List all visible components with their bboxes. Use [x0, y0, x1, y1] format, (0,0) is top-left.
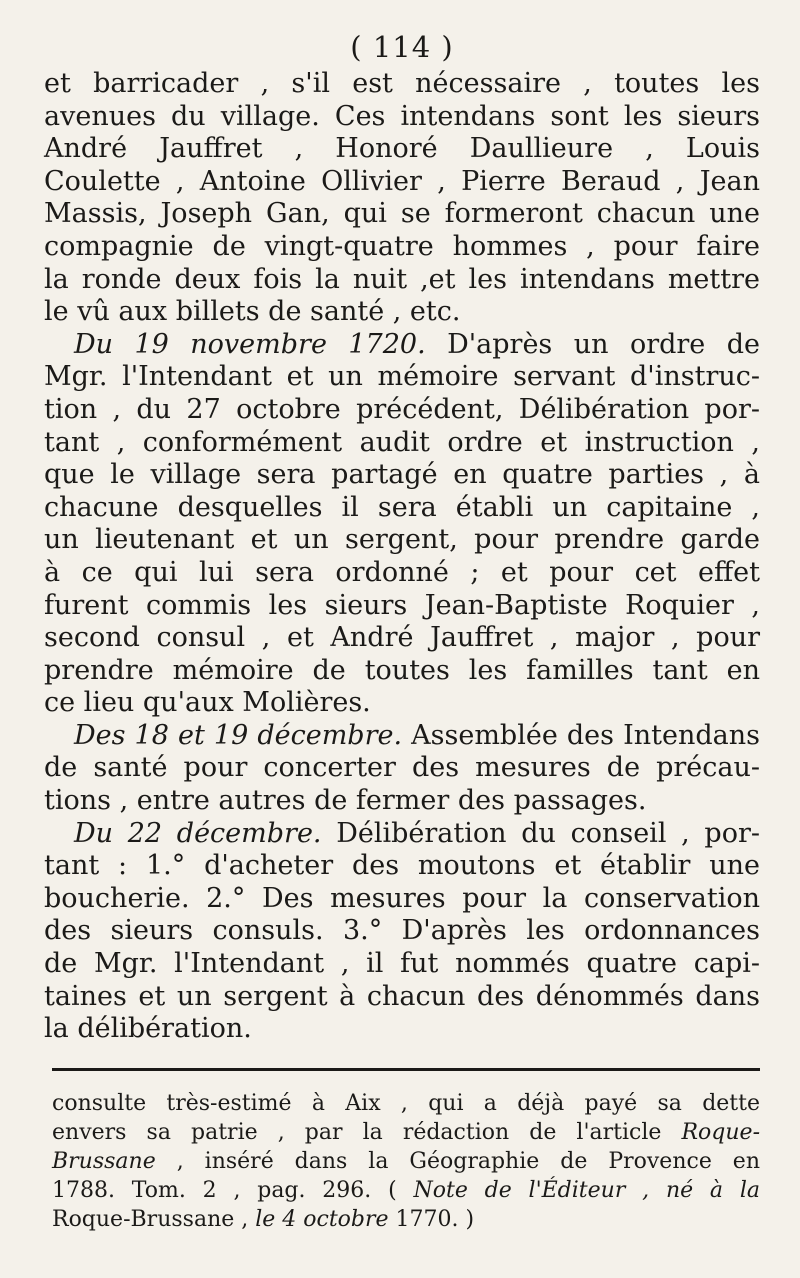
text-line: Massis, Joseph Gan, qui se formeront chacun une — [44, 198, 760, 230]
text-segment: Brussane — [52, 1148, 156, 1174]
paragraph-start — [44, 329, 760, 362]
text-line: un lieutenant et un sergent, pour prendre garde — [44, 524, 760, 556]
text-line: le vû aux billets de santé , etc. — [44, 296, 461, 328]
entry-date: Des 18 et 19 décembre. — [74, 719, 403, 751]
text-line: Mgr. l'Intendant et un mémoire servant d'instruc- — [44, 361, 760, 393]
footnote-line — [44, 1147, 760, 1176]
text-line: et barricader , s'il est nécessaire , toutes les — [44, 68, 760, 99]
text-line: que le village sera partagé en quatre parties , à — [44, 459, 760, 491]
text-line: compagnie de vingt-quatre hommes , pour faire — [44, 230, 760, 262]
text-line: prendre mémoire de toutes les familles tant en — [44, 654, 760, 686]
text-line: la ronde deux fois la nuit ,et les intendans mettre — [44, 263, 760, 295]
footnote-line — [44, 1118, 760, 1147]
footnote-divider — [52, 1068, 760, 1071]
text-segment: Roque-Brussane , — [52, 1206, 256, 1232]
page-number: ( 114 ) — [350, 30, 454, 64]
text-line: Coulette , Antoine Ollivier , Pierre Beraud , Jean — [44, 165, 760, 197]
body-text — [44, 68, 760, 1046]
text-line: avenues du village. Ces intendans sont les sieurs — [44, 100, 760, 132]
text-segment: D'après un ordre de — [425, 328, 760, 360]
text-segment: 1770. ) — [388, 1206, 475, 1232]
text-line: tions , entre autres de fermer des passages. — [44, 785, 647, 817]
text-line: des sieurs consuls. 3.° D'après les ordonnances — [44, 915, 760, 947]
text-segment: , inséré dans la Géographie de Provence en — [155, 1148, 760, 1174]
footnote-line: consulte très-estimé à Aix , qui a déjà payé sa dette — [52, 1090, 760, 1116]
paragraph-start — [44, 818, 760, 851]
text-line: tion , du 27 octobre précédent, Délibération por- — [44, 393, 760, 425]
footnote — [44, 1089, 760, 1234]
text-segment: Roque- — [681, 1119, 760, 1145]
text-line: tant : 1.° d'acheter des moutons et établir une — [44, 850, 760, 882]
text-line: à ce qui lui sera ordonné ; et pour cet effet — [44, 556, 760, 588]
text-line: furent commis les sieurs Jean-Baptiste Roquier , — [44, 589, 760, 621]
text-segment: envers sa patrie , par la rédaction de l'article — [52, 1119, 682, 1145]
footnote-line — [44, 1205, 760, 1234]
text-line: de santé pour concerter des mesures de précau- — [44, 752, 760, 784]
text-line: de Mgr. l'Intendant , il fut nommés quatre capi- — [44, 948, 760, 980]
text-segment: Assemblée des Intendans — [402, 719, 760, 751]
footnote-line — [44, 1176, 760, 1205]
text-line: la délibération. — [44, 1013, 252, 1045]
text-segment: le 4 octobre — [255, 1206, 389, 1232]
entry-date: Du 22 décembre. — [74, 817, 322, 849]
text-line: tant , conformément audit ordre et instruction , — [44, 426, 760, 458]
text-segment: Délibération du conseil , por- — [321, 817, 760, 849]
text-segment: 1788. Tom. 2 , pag. 296. ( — [52, 1177, 414, 1203]
text-line: second consul , et André Jauffret , major , pour — [44, 622, 760, 654]
text-line: taines et un sergent à chacun des dénommés dans — [44, 980, 760, 1012]
entry-date: Du 19 novembre 1720. — [74, 328, 426, 360]
paragraph-start — [44, 720, 760, 753]
text-line: boucherie. 2.° Des mesures pour la conservation — [44, 882, 760, 914]
text-line: chacune desquelles il sera établi un capitaine , — [44, 491, 760, 523]
text-line: ce lieu qu'aux Molières. — [44, 687, 371, 719]
text-segment: Note de l'Éditeur , né à la — [413, 1177, 760, 1203]
text-line: André Jauffret , Honoré Daullieure , Louis — [44, 133, 760, 165]
